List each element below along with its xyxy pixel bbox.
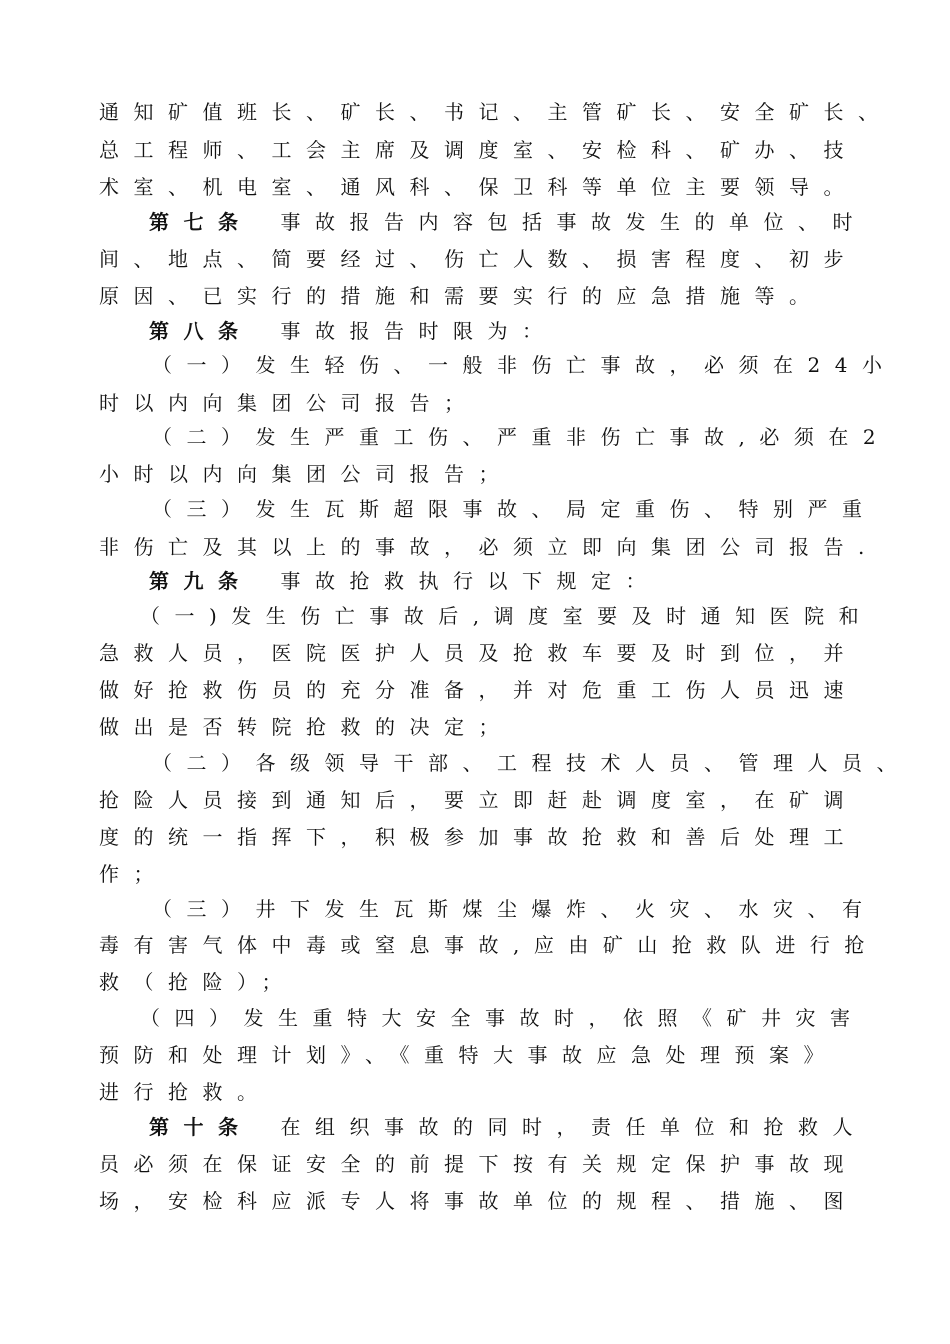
text-line: 毒有害气体中毒或窒息事故,应由矿山抢救队进行抢 — [99, 933, 879, 957]
article-line — [149, 319, 557, 343]
text-line: 场，安检科应派专人将事故单位的规程、措施、图 — [99, 1189, 858, 1213]
text-line: 预防和处理计划》、《重特大事故应急处理预案》 — [99, 1043, 838, 1067]
article-text: 事故报告内容包括事故发生的单位、时 — [280, 210, 867, 234]
text-line: 原因、已实行的措施和需要实行的应急措施等。 — [99, 284, 824, 308]
article-line — [149, 1115, 867, 1139]
text-line: 间、地点、简要经过、伤亡人数、损害程度、初步 — [99, 247, 858, 271]
text-line: 救（抢险）； — [99, 970, 296, 994]
text-line: 通知矿值班长、矿长、书记、主管矿长、安全矿长、 — [99, 100, 893, 124]
article-text: 事故报告时限为： — [280, 319, 557, 343]
text-line: 做出是否转院抢救的决定； — [99, 715, 513, 739]
text-line: 度的统一指挥下，积极参加事故抢救和善后处理工 — [99, 825, 858, 849]
text-line: 时以内向集团公司报告； — [99, 391, 479, 415]
article-heading: 第十条 — [149, 1115, 253, 1139]
text-line: （三）井下发生瓦斯煤尘爆炸、火灾、水灾、有 — [152, 897, 877, 921]
text-line: （一）发生轻伤、一般非伤亡事故，必须在24小 — [152, 353, 897, 377]
text-line: 抢险人员接到通知后，要立即赶赴调度室，在矿调 — [99, 788, 858, 812]
article-heading: 第八条 — [149, 319, 253, 343]
article-text: 事故抢救执行以下规定： — [280, 569, 660, 593]
text-line: 急救人员，医院医护人员及抢救车要及时到位，并 — [99, 641, 858, 665]
text-line: 作； — [99, 862, 168, 886]
text-line: 非伤亡及其以上的事故，必须立即向集团公司报告. — [99, 535, 879, 559]
text-line: （一)发生伤亡事故后,调度室要及时通知医院和 — [140, 604, 874, 628]
text-line: 进行抢救。 — [99, 1080, 272, 1104]
text-line: 员必须在保证安全的前提下按有关规定保护事故现 — [99, 1152, 858, 1176]
text-line: 做好抢救伤员的充分准备，并对危重工伤人员迅速 — [99, 678, 858, 702]
text-line: （三）发生瓦斯超限事故、局定重伤、特别严重 — [152, 497, 877, 521]
text-line: （二）各级领导干部、工程技术人员、管理人员、 — [152, 751, 911, 775]
article-text: 在组织事故的同时，责任单位和抢救人 — [280, 1115, 867, 1139]
text-line: 术室、机电室、通风科、保卫科等单位主要领导。 — [99, 175, 858, 199]
article-line — [149, 569, 660, 593]
article-heading: 第七条 — [149, 210, 253, 234]
text-line: 总工程师、工会主席及调度室、安检科、矿办、技 — [99, 138, 858, 162]
article-line — [149, 210, 867, 234]
text-line: （二）发生严重工伤、严重非伤亡事故,必须在2 — [152, 425, 891, 449]
article-heading: 第九条 — [149, 569, 253, 593]
text-line: 小时以内向集团公司报告； — [99, 462, 513, 486]
text-line: （四）发生重特大安全事故时，依照《矿井灾害 — [140, 1006, 865, 1030]
